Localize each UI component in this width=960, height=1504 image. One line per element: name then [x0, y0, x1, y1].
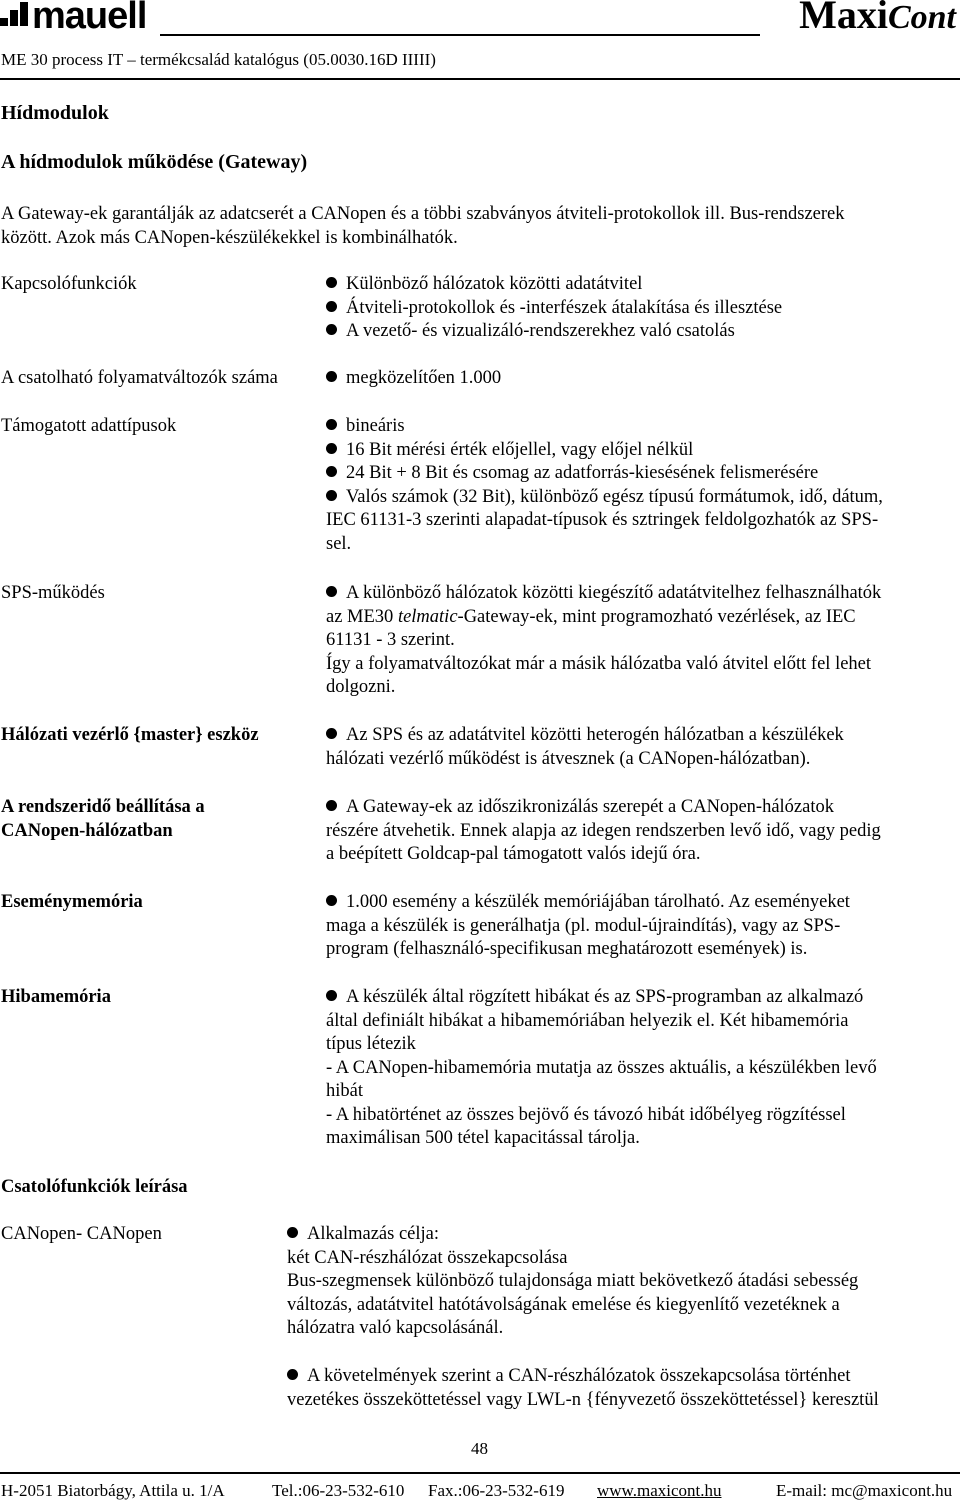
text-line: - A hibatörténet az összes bejövő és távozó hibát időbélyeg rögzítéssel: [326, 1104, 846, 1125]
bullet-icon: [326, 443, 337, 454]
rendszerido-label: [1, 796, 205, 843]
bullet-icon: [326, 895, 337, 906]
mauell-logo: [0, 0, 146, 38]
text-line: A készülék által rögzített hibákat és az SPS-programban az alkalmazó: [326, 986, 877, 1010]
esemeny-text: [326, 891, 850, 962]
list-item: Valós számok (32 Bit), különböző egész típusú formátumok, idő, dátum,: [326, 486, 883, 510]
text-line: két CAN-részhálózat összekapcsolása: [287, 1247, 568, 1268]
text-line: A különböző hálózatok közötti kiegészítő adatátvitelhez felhasználhatók: [326, 582, 881, 606]
kapcsolo-label: Kapcsolófunkciók: [1, 274, 137, 294]
text-line: a beépített Goldcap-pal támogatott valós idejű óra.: [326, 844, 701, 864]
footer-email: E-mail: mc@maxicont.hu: [776, 1481, 953, 1500]
bullet-icon: [326, 324, 337, 335]
text-line: maximálisan 500 tétel kapacitással tárolja.: [326, 1128, 640, 1148]
list-item-cont: IEC 61131-3 szerinti alapadat-típusok és sztringek feldolgozhatók az SPS-: [326, 510, 879, 530]
list-item: 24 Bit + 8 Bit és csomag az adatforrás-kiesésének felismerésére: [326, 462, 883, 486]
text-line: hálózatra való kapcsolásánál.: [287, 1318, 504, 1338]
text-line: 61131 - 3 szerint.: [326, 630, 455, 650]
footer-fax: Fax.:06-23-532-619: [428, 1481, 565, 1500]
bullet-icon: [326, 371, 337, 382]
text-line: - A CANopen-hibamemória mutatja az összes aktuális, a készülékben levő: [326, 1057, 877, 1078]
text-line: A Gateway-ek az időszikronizálás szerepét a CANopen-hálózatok: [326, 796, 881, 820]
text-line: vezetékes összeköttetéssel vagy LWL-n {fényvezető összeköttetéssel} keresztül: [287, 1389, 879, 1410]
hiba-text: [326, 986, 877, 1151]
text-line: Így a folyamatváltozókat már a másik hálózatba való átvitel előtt fel lehet: [326, 653, 872, 674]
footer-rule: [0, 1472, 960, 1474]
text-line: hibát: [326, 1081, 363, 1101]
hiba-label: Hibamemória: [1, 987, 111, 1007]
text-line: maga a készülék is generálhatja (pl. modul-újraindítás), vagy az SPS-: [326, 915, 841, 936]
page-subtitle: A hídmodulok működése (Gateway): [1, 151, 308, 173]
list-item: Átviteli-protokollok és -interfészek átalakítása és illesztése: [326, 297, 782, 321]
footer-web-link[interactable]: www.maxicont.hu: [597, 1481, 722, 1500]
bullet-icon: [326, 301, 337, 312]
intro-line: között. Azok más CANopen-készülékekkel is kombinálhatók.: [1, 227, 458, 248]
brand-right-b: Cont: [887, 0, 956, 36]
list-item: bineáris: [326, 415, 883, 439]
csatolhato-value: megközelítően 1.000: [326, 367, 501, 391]
adattipus-label: Támogatott adattípusok: [1, 416, 177, 436]
mauell-logo-icon: [0, 0, 28, 30]
text-line: program (felhasználó-specifikusan meghatározott események) is.: [326, 939, 808, 959]
bullet-icon: [326, 586, 337, 597]
text-line: változás, adatátvitel hatótávolságának emelése és kiegyenlítő vezetéknek a: [287, 1294, 840, 1315]
bullet-icon: [287, 1227, 298, 1238]
csatolo-label: CANopen- CANopen: [1, 1224, 162, 1244]
label-line: CANopen-hálózatban: [1, 820, 173, 841]
intro-line: A Gateway-ek garantálják az adatcserét a CANopen és a többi szabványos átviteli-protokollok ill. Bus-rendszerek: [1, 204, 845, 224]
footer-address: H-2051 Biatorbágy, Attila u. 1/A: [1, 1481, 225, 1500]
top-rule: [0, 78, 960, 80]
list-item: Különböző hálózatok közötti adatátvitel: [326, 273, 782, 297]
label-line: A rendszeridő beállítása a: [1, 797, 205, 817]
text-line: hálózati vezérlő működést is átvesznek (a CANopen-hálózatban).: [326, 748, 811, 769]
bullet-icon: [326, 419, 337, 430]
list-item: A vezető- és vizualizáló-rendszerekhez való csatolás: [326, 320, 782, 344]
bullet-icon: [287, 1369, 298, 1380]
text-line: Az SPS és az adatátvitel közötti heterogén hálózatban a készülékek: [326, 724, 844, 748]
brand-left-text: mauell: [32, 0, 147, 37]
header-rule: [160, 34, 760, 36]
text-line: Alkalmazás célja:: [287, 1223, 858, 1247]
sps-label: SPS-működés: [1, 583, 105, 603]
text-line: típus létezik: [326, 1034, 416, 1054]
intro-paragraph: [1, 203, 845, 250]
list-item-cont: sel.: [326, 533, 352, 554]
list-item: 16 Bit mérési érték előjellel, vagy előjel nélkül: [326, 439, 883, 463]
esemeny-label: Eseménymemória: [1, 892, 143, 912]
rendszerido-text: [326, 796, 881, 867]
master-text: [326, 724, 844, 771]
text-line: Bus-szegmensek különböző tulajdonsága miatt bekövetkező átadási sebesség: [287, 1271, 859, 1291]
text-line: A követelmények szerint a CAN-részhálózatok összekapcsolása történhet: [287, 1365, 879, 1389]
text-line: által definiált hibákat a hibamemóriában helyezik el. Két hibamemória: [326, 1010, 849, 1031]
bullet-icon: [326, 728, 337, 739]
text-line: 1.000 esemény a készülék memóriájában tárolható. Az eseményeket: [326, 891, 850, 915]
bullet-icon: [326, 490, 337, 501]
kapcsolo-list: [326, 273, 782, 344]
master-label: Hálózati vezérlő {master} eszköz: [1, 725, 259, 745]
bullet-icon: [326, 990, 337, 1001]
page-number: 48: [471, 1439, 488, 1458]
text-line: az ME30 telmatic-Gateway-ek, mint programozható vezérlések, az IEC: [326, 606, 856, 627]
csatolhato-label: A csatolható folyamatváltozók száma: [1, 368, 278, 388]
sps-text: [326, 582, 881, 700]
text-line: részére átvehetik. Ennek alapja az idegen rendszerben levő idő, vagy pedig: [326, 820, 881, 841]
text-line: dolgozni.: [326, 677, 396, 697]
csatolo-heading: Csatolófunkciók leírása: [1, 1177, 188, 1197]
csatolo-para2: [287, 1365, 879, 1412]
brand-right-a: Maxi: [799, 0, 888, 37]
bullet-icon: [326, 800, 337, 811]
bullet-icon: [326, 466, 337, 477]
page-title: Hídmodulok: [1, 102, 109, 124]
footer-tel: Tel.:06-23-532-610: [272, 1481, 405, 1500]
bullet-icon: [326, 277, 337, 288]
adattipus-list: [326, 415, 883, 556]
csatolo-para1: [287, 1223, 858, 1341]
catalog-line: ME 30 process IT – termékcsalád katalógus (05.0030.16D IIIII): [1, 50, 436, 69]
maxicont-logo: [799, 0, 956, 41]
